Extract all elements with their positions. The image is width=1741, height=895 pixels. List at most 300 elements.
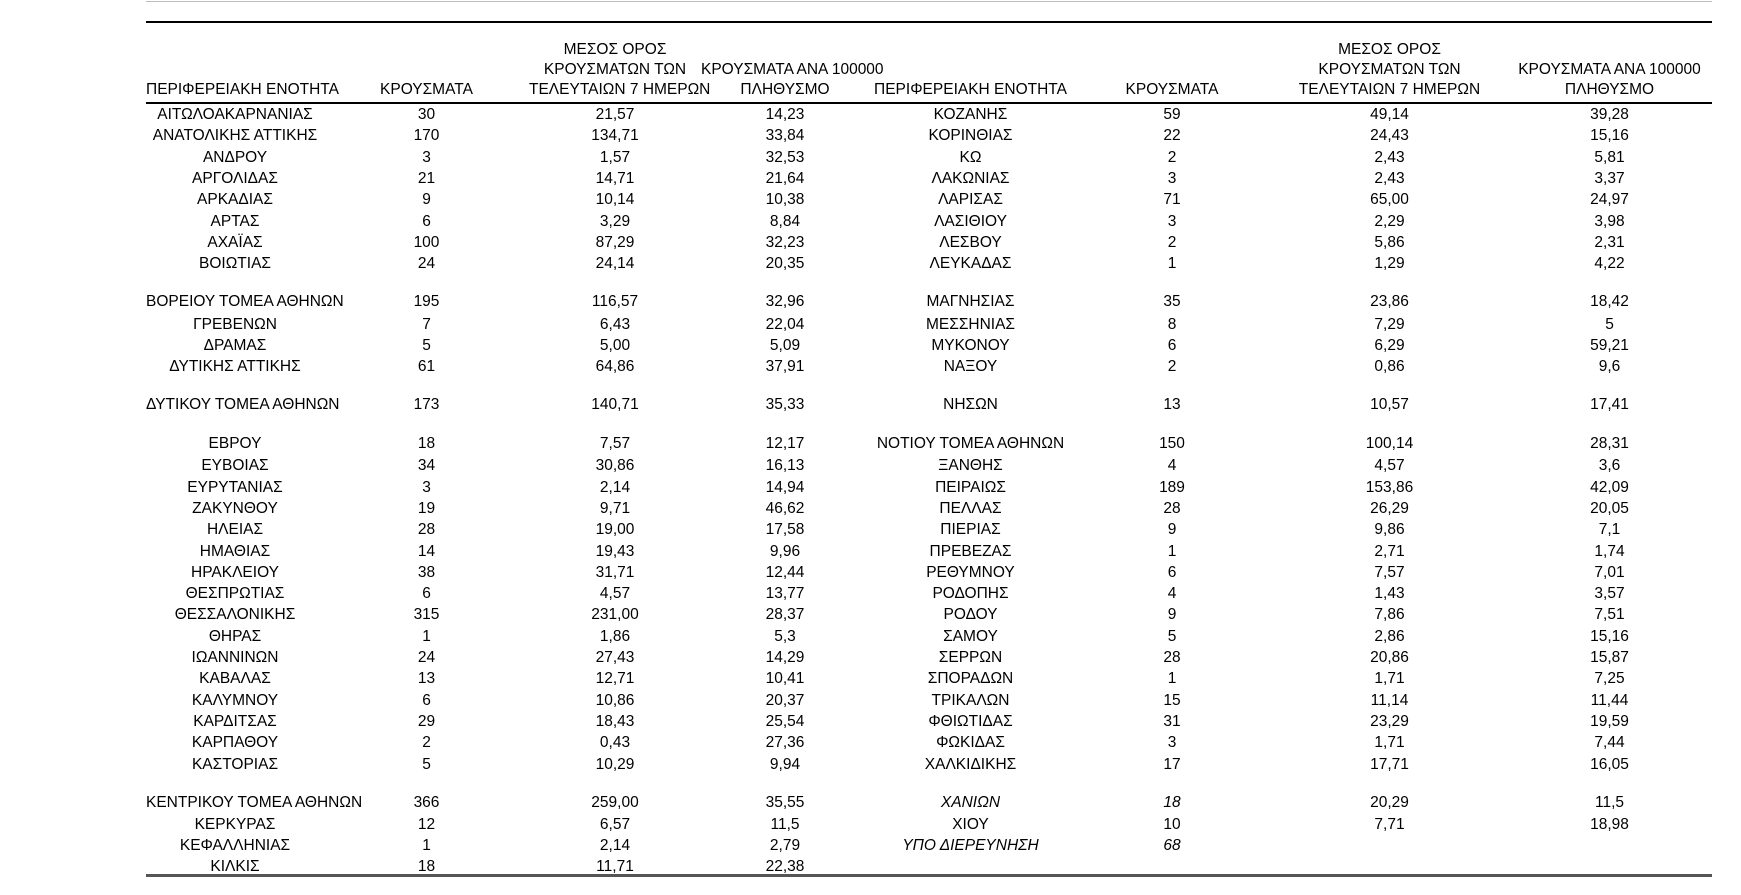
cell-per100k-right: 3,6: [1598, 457, 1621, 475]
cell-per100k-left: 20,35: [765, 255, 805, 273]
cell-per100k-right: 28,31: [1590, 435, 1629, 453]
cell-avg-left: 1,86: [599, 627, 631, 645]
cell-cases-left: 195: [413, 293, 440, 311]
cell-cases-left: 1: [422, 627, 431, 645]
table-row: [146, 775, 1712, 814]
cell-per100k-right: 11,5: [1594, 793, 1625, 811]
cell-cases-right: 4: [1167, 457, 1177, 475]
cell-cases-right: 8: [1167, 315, 1177, 333]
cell-region-left: ΖΑΚΥΝΘΟΥ: [192, 500, 278, 517]
cell-region-right: ΧΙΟΥ: [952, 815, 989, 833]
cell-region-left: ΑΝΑΤΟΛΙΚΗΣ ΑΤΤΙΚΗΣ: [152, 127, 318, 145]
cell-per100k-right: 7,44: [1594, 734, 1625, 752]
cell-avg-left: 2,14: [599, 837, 631, 855]
cell-region-left: ΚΕΝΤΡΙΚΟΥ ΤΟΜΕΑ ΑΘΗΝΩΝ: [146, 793, 363, 811]
cell-avg-left: 27,43: [595, 649, 635, 667]
cell-avg-right: 9,86: [1374, 521, 1405, 539]
table-row: [146, 498, 1712, 519]
cell-region-right: ΛΑΡΙΣΑΣ: [938, 191, 1003, 209]
cell-per100k-left: 5,09: [769, 336, 801, 354]
cell-cases-right: 10: [1163, 815, 1181, 833]
cell-region-right: ΛΑΣΙΘΙΟΥ: [934, 212, 1007, 230]
col-header-cases-left: ΚΡΟΥΣΜΑΤΑ: [324, 40, 529, 103]
cell-avg-left: 259,00: [591, 793, 639, 811]
cell-region-left: ΘΕΣΠΡΩΤΙΑΣ: [185, 585, 285, 603]
cell-cases-right: 3: [1167, 734, 1177, 752]
cell-per100k-right: 5: [1605, 315, 1614, 333]
cell-cases-right: 17: [1163, 755, 1181, 773]
cell-region-right: ΝΑΞΟΥ: [943, 358, 998, 376]
table-row: [146, 690, 1712, 711]
top-rule: [146, 1, 1712, 2]
cell-per100k-right: 2,31: [1594, 233, 1625, 251]
cell-cases-left: 1: [422, 837, 431, 855]
cell-cases-right: 9: [1167, 606, 1177, 624]
cell-per100k-left: 14,29: [765, 649, 805, 667]
table-row: [146, 814, 1712, 835]
cell-cases-right: 150: [1159, 435, 1185, 453]
cell-cases-right: 9: [1167, 521, 1177, 539]
cell-region-left: ΚΑΛΥΜΝΟΥ: [191, 691, 279, 709]
cell-per100k-right: 3,98: [1594, 212, 1625, 230]
cell-cases-left: 3: [422, 478, 431, 496]
cell-per100k-left: 25,54: [765, 712, 805, 730]
cell-region-left: ΚΙΛΚΙΣ: [210, 858, 260, 876]
cell-per100k-left: 10,38: [765, 191, 805, 209]
cell-region-left: ΚΕΦΑΛΛΗΝΙΑΣ: [179, 837, 291, 855]
col-header-per100k-left: [701, 40, 884, 103]
table-row: [146, 647, 1712, 668]
cell-region-left: ΚΑΣΤΟΡΙΑΣ: [191, 755, 279, 773]
cell-region-left: ΓΡΕΒΕΝΩΝ: [193, 315, 277, 333]
col-header-per100k-left-line1: ΚΡΟΥΣΜΑΤΑ ΑΝΑ 100000: [701, 61, 884, 78]
cell-region-left: ΑΡΚΑΔΙΑΣ: [197, 191, 273, 209]
cell-region-left: ΘΗΡΑΣ: [208, 627, 262, 645]
cell-avg-right: 100,14: [1365, 435, 1414, 453]
cell-region-left: ΘΕΣΣΑΛΟΝΙΚΗΣ: [174, 606, 296, 624]
cell-per100k-left: 27,36: [765, 734, 805, 752]
cell-avg-left: 19,00: [595, 521, 635, 539]
cell-per100k-right: 3,57: [1594, 585, 1625, 603]
cell-cases-right: 68: [1163, 837, 1181, 855]
cell-cases-left: 19: [417, 500, 436, 517]
cell-cases-right: 1: [1167, 542, 1177, 560]
cell-cases-right: 6: [1167, 563, 1177, 581]
cell-region-left: ΔΥΤΙΚΗΣ ΑΤΤΙΚΗΣ: [169, 358, 301, 376]
cell-avg-left: 2,14: [599, 478, 631, 496]
table-row: [146, 125, 1712, 146]
cell-avg-right: 2,71: [1374, 542, 1405, 560]
cell-per100k-left: 22,04: [765, 315, 805, 333]
cell-cases-right: 1: [1167, 255, 1177, 273]
cell-avg-left: 7,57: [599, 435, 631, 453]
table-row: [146, 274, 1712, 313]
cell-region-right: ΝΟΤΙΟΥ ΤΟΜΕΑ ΑΘΗΝΩΝ: [876, 435, 1065, 453]
cell-avg-left: 87,29: [595, 233, 635, 251]
cell-cases-right: 5: [1167, 627, 1177, 645]
cell-cases-left: 366: [413, 793, 440, 811]
cell-region-left: ΑΝΔΡΟΥ: [202, 148, 268, 166]
cell-cases-right: 59: [1163, 106, 1181, 124]
cell-region-right: ΚΟΖΑΝΗΣ: [933, 106, 1008, 124]
cell-avg-right: 7,71: [1374, 815, 1405, 833]
cell-region-left: ΑΡΓΟΛΙΔΑΣ: [192, 170, 278, 188]
col-header-avg-left-line1: ΜΕΣΟΣ ΟΡΟΣ: [563, 41, 667, 58]
cell-avg-left: 10,29: [595, 755, 635, 773]
cell-per100k-left: 2,79: [769, 837, 801, 855]
col-header-avg-right-line3: ΤΕΛΕΥΤΑΙΩΝ 7 ΗΜΕΡΩΝ: [1298, 81, 1481, 98]
col-header-region-left: ΠΕΡΙΦΕΡΕΙΑΚΗ ΕΝΟΤΗΤΑ: [146, 40, 324, 103]
table-row: [146, 668, 1712, 689]
cell-region-right: ΛΕΣΒΟΥ: [939, 233, 1002, 251]
cell-per100k-right: 39,28: [1590, 106, 1629, 124]
cell-per100k-right: 7,25: [1594, 670, 1625, 688]
table-row: [146, 103, 1712, 125]
table-row: [146, 732, 1712, 753]
cell-per100k-left: 28,37: [765, 606, 805, 624]
cell-per100k-left: 33,84: [765, 127, 805, 145]
cell-per100k-left: 13,77: [765, 585, 805, 603]
table-row: [146, 189, 1712, 210]
cell-per100k-left: 12,17: [765, 435, 805, 453]
cell-region-right: ΠΕΛΛΑΣ: [939, 500, 1002, 517]
cell-cases-right: 2: [1167, 233, 1177, 251]
cell-cases-right: 28: [1163, 649, 1181, 667]
cell-per100k-right: 18,98: [1590, 815, 1629, 833]
cell-avg-left: 0,43: [599, 734, 631, 752]
table-row: [146, 210, 1712, 231]
cell-cases-left: 5: [422, 755, 431, 773]
cell-cases-right: 2: [1167, 148, 1177, 166]
cell-avg-left: 14,71: [595, 170, 635, 188]
cell-per100k-right: 1,74: [1594, 542, 1625, 560]
cell-avg-right: 7,57: [1374, 563, 1405, 581]
cell-cases-right: 22: [1163, 127, 1181, 145]
cell-cases-left: 6: [422, 691, 431, 709]
cell-avg-right: 1,43: [1374, 585, 1405, 603]
table-row: [146, 455, 1712, 476]
table-body: [146, 103, 1712, 878]
cell-region-right: ΜΑΓΝΗΣΙΑΣ: [926, 293, 1015, 311]
cell-per100k-left: 9,94: [769, 755, 801, 773]
cell-region-right: ΣΕΡΡΩΝ: [938, 649, 1003, 667]
table-row: [146, 147, 1712, 168]
cell-region-left: ΑΧΑΪΑΣ: [207, 233, 263, 251]
cell-per100k-left: 32,53: [765, 148, 805, 166]
cell-per100k-left: 46,62: [765, 500, 805, 517]
cell-per100k-left: 16,13: [765, 457, 805, 475]
cell-per100k-left: 8,84: [769, 212, 801, 230]
cell-cases-left: 28: [417, 521, 436, 539]
cell-region-right: ΣΠΟΡΑΔΩΝ: [927, 670, 1014, 688]
cell-cases-left: 13: [417, 670, 436, 688]
table-row: [146, 583, 1712, 604]
col-header-cases-right: ΚΡΟΥΣΜΑΤΑ: [1072, 40, 1272, 103]
cell-region-left: ΑΙΤΩΛΟΑΚΑΡΝΑΝΙΑΣ: [157, 106, 313, 124]
cell-cases-right: 189: [1159, 478, 1185, 496]
cell-cases-left: 61: [417, 358, 436, 376]
cell-per100k-right: 24,97: [1590, 191, 1629, 209]
cell-per100k-right: 17,41: [1590, 396, 1629, 414]
cell-region-right: ΤΡΙΚΑΛΩΝ: [931, 691, 1010, 709]
cell-avg-left: 5,00: [599, 336, 631, 354]
cell-region-left: ΒΟΙΩΤΙΑΣ: [199, 255, 271, 273]
cell-per100k-right: 15,16: [1590, 127, 1629, 145]
cell-cases-right: 6: [1167, 336, 1177, 354]
cell-per100k-left: 32,96: [765, 293, 805, 311]
cell-per100k-right: 20,05: [1590, 500, 1629, 517]
cell-avg-left: 140,71: [591, 396, 639, 414]
cell-per100k-right: 15,87: [1590, 649, 1629, 667]
cell-region-right: ΜΕΣΣΗΝΙΑΣ: [925, 315, 1016, 333]
cell-avg-right: 0,86: [1374, 358, 1405, 376]
cell-cases-right: 28: [1163, 500, 1181, 517]
cell-cases-right: 3: [1167, 212, 1177, 230]
cell-region-left: ΙΩΑΝΝΙΝΩΝ: [191, 649, 279, 667]
table-row: [146, 416, 1712, 455]
bottom-double-rule: [146, 874, 1712, 877]
cell-avg-right: 1,29: [1374, 255, 1405, 273]
cell-per100k-left: 10,41: [765, 670, 805, 688]
cell-cases-left: 12: [417, 815, 436, 833]
col-header-avg-right-line1: ΜΕΣΟΣ ΟΡΟΣ: [1338, 41, 1441, 58]
table-row: [146, 604, 1712, 625]
cell-avg-left: 134,71: [591, 127, 639, 145]
cell-region-right: ΜΥΚΟΝΟΥ: [931, 336, 1010, 354]
cell-cases-left: 6: [422, 212, 431, 230]
col-header-avg-left-line3: ΤΕΛΕΥΤΑΙΩΝ 7 ΗΜΕΡΩΝ: [529, 81, 711, 98]
cell-cases-left: 9: [422, 191, 431, 209]
cell-avg-left: 11,71: [596, 858, 634, 876]
cell-cases-left: 24: [417, 649, 436, 667]
cell-region-left: ΗΡΑΚΛΕΙΟΥ: [191, 563, 279, 581]
cell-region-left: ΚΑΒΑΛΑΣ: [199, 670, 271, 688]
cell-avg-right: [1272, 835, 1507, 856]
table-row: [146, 356, 1712, 377]
table-row: [146, 540, 1712, 561]
cell-avg-right: 153,86: [1365, 478, 1414, 496]
table-row: [146, 168, 1712, 189]
col-header-avg-right-line2: ΚΡΟΥΣΜΑΤΩΝ ΤΩΝ: [1318, 61, 1461, 78]
cell-per100k-right: 7,51: [1594, 606, 1625, 624]
cell-region-right: ΡΕΘΥΜΝΟΥ: [926, 563, 1015, 581]
cell-per100k-left: 20,37: [765, 691, 805, 709]
cell-region-left: ΒΟΡΕΙΟΥ ΤΟΜΕΑ ΑΘΗΝΩΝ: [146, 293, 344, 311]
col-header-per100k-right: [1507, 40, 1712, 103]
cell-avg-right: 23,86: [1370, 293, 1409, 311]
cell-cases-right: 18: [1163, 793, 1181, 811]
table-row: [146, 232, 1712, 253]
cell-per100k-left: 14,94: [765, 478, 805, 496]
col-header-per100k-right-line1: ΚΡΟΥΣΜΑΤΑ ΑΝΑ 100000: [1518, 61, 1701, 78]
cell-cases-right: 4: [1167, 585, 1177, 603]
table-row: [146, 626, 1712, 647]
cell-region-left: ΚΑΡΠΑΘΟΥ: [191, 734, 279, 752]
cell-region-right: ΧΑΛΚΙΔΙΚΗΣ: [924, 755, 1017, 773]
cell-region-left: ΚΑΡΔΙΤΣΑΣ: [193, 712, 277, 730]
cell-avg-left: 116,57: [591, 293, 639, 311]
cell-per100k-right: 4,22: [1594, 255, 1625, 273]
table-row: [146, 753, 1712, 774]
cell-cases-left: 7: [422, 315, 431, 333]
cell-cases-right: 13: [1163, 396, 1181, 414]
cell-region-left: ΗΜΑΘΙΑΣ: [199, 542, 271, 560]
cell-avg-right: 2,29: [1374, 212, 1405, 230]
cell-region-right: ΞΑΝΘΗΣ: [938, 457, 1003, 475]
cell-cases-left: 21: [417, 170, 436, 188]
cell-cases-left: 34: [417, 457, 436, 475]
cell-region-left: ΕΥΡΥΤΑΝΙΑΣ: [187, 478, 283, 496]
cell-per100k-right: [1507, 835, 1712, 856]
cell-avg-right: 20,86: [1370, 649, 1409, 667]
cell-per100k-left: 12,44: [765, 563, 805, 581]
cell-cases-right: 1: [1167, 670, 1177, 688]
cell-avg-left: 19,43: [595, 542, 635, 560]
cell-cases-left: 30: [417, 106, 436, 124]
cell-region-left: ΔΡΑΜΑΣ: [203, 336, 267, 354]
cell-avg-right: 23,29: [1370, 712, 1409, 730]
cell-per100k-right: 9,6: [1598, 358, 1621, 376]
cell-per100k-right: 7,01: [1594, 563, 1625, 581]
cell-avg-left: 6,57: [599, 815, 631, 833]
table-row: [146, 519, 1712, 540]
cell-per100k-left: 22,38: [765, 858, 805, 876]
cell-region-left: ΕΥΒΟΙΑΣ: [201, 457, 269, 475]
cell-cases-left: 100: [413, 233, 440, 251]
cell-per100k-left: 17,58: [765, 521, 805, 539]
cell-per100k-right: 5,81: [1594, 148, 1625, 166]
cell-cases-left: 24: [417, 255, 436, 273]
cell-region-right: ΧΑΝΙΩΝ: [940, 793, 1001, 811]
cell-cases-left: 18: [417, 435, 436, 453]
cell-avg-left: 21,57: [595, 106, 635, 124]
table-row: [146, 313, 1712, 334]
table-row: [146, 335, 1712, 356]
cell-avg-right: 4,57: [1374, 457, 1405, 475]
table-row: [146, 835, 1712, 856]
cell-region-left: ΔΥΤΙΚΟΥ ΤΟΜΕΑ ΑΘΗΝΩΝ: [146, 396, 340, 414]
cell-cases-left: 3: [422, 148, 431, 166]
cell-per100k-left: 21,64: [765, 170, 805, 188]
cell-avg-right: 6,29: [1374, 336, 1405, 354]
cell-avg-left: 1,57: [599, 148, 631, 166]
cell-cases-left: 315: [413, 606, 440, 624]
cell-per100k-left: 9,96: [769, 542, 801, 560]
cell-avg-right: 1,71: [1374, 670, 1405, 688]
col-header-per100k-left-line2: ΠΛΗΘΥΣΜΟ: [740, 81, 830, 98]
cell-avg-right: 7,29: [1374, 315, 1405, 333]
cell-avg-right: 7,86: [1374, 606, 1405, 624]
cell-avg-left: 18,43: [595, 712, 635, 730]
cell-region-right: ΦΘΙΩΤΙΔΑΣ: [928, 712, 1013, 730]
cell-region-left: ΕΒΡΟΥ: [208, 435, 262, 453]
cell-cases-right: 3: [1167, 170, 1177, 188]
cell-region-right: ΦΩΚΙΔΑΣ: [936, 734, 1005, 752]
cell-region-right: ΡΟΔΟΠΗΣ: [932, 585, 1009, 603]
cell-region-left: ΑΡΤΑΣ: [210, 212, 260, 230]
cell-avg-left: 10,14: [595, 191, 635, 209]
cell-avg-left: 4,57: [599, 585, 631, 603]
cell-avg-right: 49,14: [1370, 106, 1409, 124]
cell-avg-right: 26,29: [1370, 500, 1409, 517]
col-header-avg-left-line2: ΚΡΟΥΣΜΑΤΩΝ ΤΩΝ: [543, 61, 687, 78]
col-header-avg-right: [1272, 40, 1507, 103]
cell-region-right: ΚΟΡΙΝΘΙΑΣ: [928, 127, 1013, 145]
cell-avg-left: 24,14: [595, 255, 635, 273]
header-top-rule: [146, 21, 1712, 23]
col-header-per100k-right-line2: ΠΛΗΘΥΣΜΟ: [1564, 81, 1655, 98]
cell-avg-right: 24,43: [1370, 127, 1409, 145]
cell-per100k-right: 7,1: [1598, 521, 1621, 539]
cell-cases-right: 2: [1167, 358, 1177, 376]
cell-per100k-left: 5,3: [774, 627, 796, 645]
cell-cases-left: 2: [422, 734, 431, 752]
cell-cases-left: 6: [422, 585, 431, 603]
table-row: [146, 711, 1712, 732]
cell-avg-left: 9,71: [599, 500, 631, 517]
cell-avg-right: 5,86: [1374, 233, 1405, 251]
cell-region-right: ΚΩ: [959, 148, 982, 166]
cell-avg-right: 20,29: [1370, 793, 1409, 811]
cell-region-right: ΠΡΕΒΕΖΑΣ: [929, 542, 1012, 560]
cell-cases-left: 14: [417, 542, 436, 560]
cell-avg-right: 10,57: [1370, 396, 1409, 414]
table-row: [146, 377, 1712, 416]
cell-cases-left: 29: [417, 712, 436, 730]
cell-avg-left: 30,86: [595, 457, 635, 475]
cell-per100k-left: 37,91: [765, 358, 805, 376]
cell-per100k-right: 11,44: [1590, 691, 1629, 709]
cases-table: [146, 40, 1712, 878]
cell-cases-right: 15: [1163, 691, 1181, 709]
cell-cases-right: 31: [1163, 712, 1181, 730]
cell-avg-left: 10,86: [595, 691, 635, 709]
cell-region-left: ΚΕΡΚΥΡΑΣ: [194, 815, 276, 833]
col-header-region-right: ΠΕΡΙΦΕΡΕΙΑΚΗ ΕΝΟΤΗΤΑ: [869, 40, 1072, 103]
cell-avg-right: 2,43: [1374, 170, 1405, 188]
cell-per100k-right: 59,21: [1590, 336, 1629, 354]
cell-region-right: ΡΟΔΟΥ: [943, 606, 998, 624]
cell-avg-right: 65,00: [1370, 191, 1409, 209]
cell-cases-right: 35: [1163, 293, 1181, 311]
cell-per100k-left: 14,23: [765, 106, 805, 124]
header-row: [146, 40, 1712, 103]
cell-avg-left: 64,86: [595, 358, 635, 376]
cell-avg-left: 12,71: [595, 670, 635, 688]
cell-cases-left: 173: [413, 396, 440, 414]
cell-region-right: ΛΑΚΩΝΙΑΣ: [931, 170, 1010, 188]
cell-region-right: ΥΠΟ ΔΙΕΡΕΥΝΗΣΗ: [902, 837, 1039, 855]
cell-region-left: ΗΛΕΙΑΣ: [206, 521, 264, 539]
cell-avg-left: 231,00: [591, 606, 639, 624]
cell-cases-left: 5: [422, 336, 431, 354]
cell-avg-right: 1,71: [1374, 734, 1405, 752]
cell-avg-left: 31,71: [595, 563, 635, 581]
cell-region-right: ΛΕΥΚΑΔΑΣ: [929, 255, 1012, 273]
cell-region-right: ΠΙΕΡΙΑΣ: [940, 521, 1001, 539]
cell-cases-left: 170: [413, 127, 440, 145]
cell-avg-right: 2,86: [1374, 627, 1405, 645]
cell-region-right: ΠΕΙΡΑΙΩΣ: [935, 478, 1006, 496]
cell-per100k-right: 19,59: [1590, 712, 1629, 730]
cell-per100k-left: 11,5: [770, 815, 800, 833]
cell-cases-right: 71: [1163, 191, 1181, 209]
cell-per100k-left: 35,55: [765, 793, 805, 811]
cell-per100k-right: 18,42: [1590, 293, 1629, 311]
cell-per100k-right: 42,09: [1590, 478, 1629, 496]
cell-avg-right: 11,14: [1370, 691, 1409, 709]
cell-region-right: ΝΗΣΩΝ: [943, 396, 998, 414]
